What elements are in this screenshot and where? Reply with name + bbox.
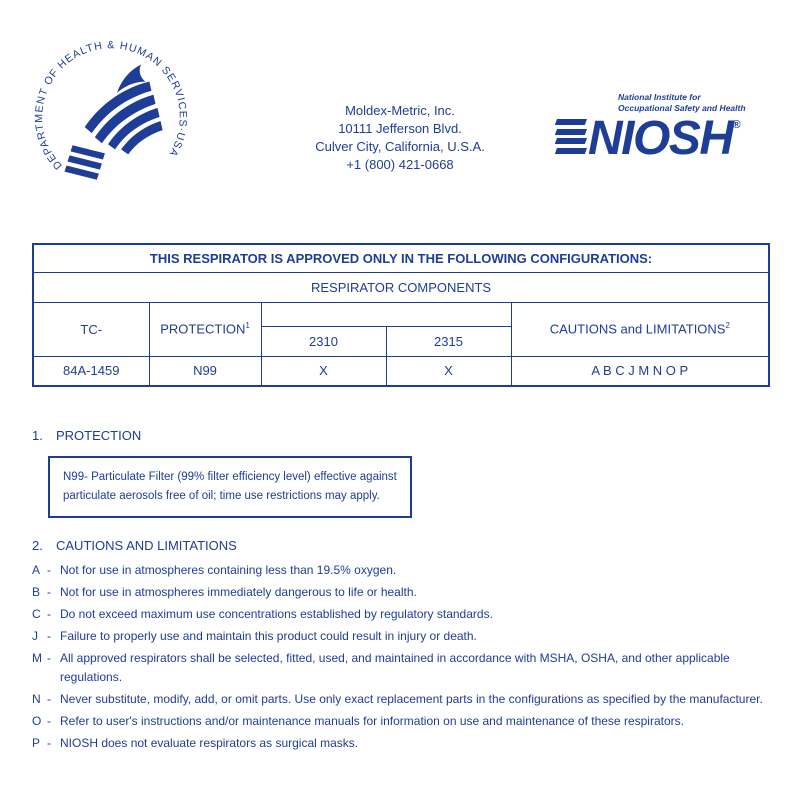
caution-text: Never substitute, modify, add, or omit parts. Use only exact replacement parts in the configurations as specified by the manufacturer. — [60, 692, 763, 706]
col-header-model-2310: 2310 — [261, 326, 386, 356]
protection-footnote-ref: 1 — [245, 321, 250, 331]
address-line: 10111 Jefferson Blvd. — [338, 121, 462, 136]
table-row — [33, 356, 769, 386]
list-item — [32, 690, 784, 709]
protection-section-heading — [32, 428, 141, 443]
caution-code: C — [32, 607, 41, 621]
list-item — [32, 712, 784, 731]
protection-text-line1: N99- Particulate Filter (99% filter efficiency level) effective against — [63, 471, 397, 483]
tc-number-cell: 84A-1459 — [33, 356, 149, 386]
caution-text: Failure to properly use and maintain this product could result in injury or death. — [60, 629, 477, 643]
caution-code: N — [32, 692, 41, 706]
col-header-cautions — [511, 302, 769, 356]
protection-description-box — [48, 456, 412, 518]
caution-text: Not for use in atmospheres containing less than 19.5% oxygen. — [60, 563, 397, 577]
section-title: PROTECTION — [56, 428, 142, 443]
approval-configurations-table — [32, 243, 770, 387]
caution-code: A — [32, 563, 41, 577]
col-header-protection — [149, 302, 261, 356]
model-2315-mark-cell: X — [386, 356, 511, 386]
caution-separator: - — [47, 585, 51, 599]
caution-code: M — [32, 651, 42, 665]
caution-code: O — [32, 714, 42, 728]
caution-text: Do not exceed maximum use concentrations established by regulatory standards. — [60, 607, 493, 621]
protection-label: PROTECTION — [160, 321, 246, 337]
cautions-list — [32, 561, 784, 756]
protection-cell: N99 — [149, 356, 261, 386]
caution-separator: - — [47, 607, 51, 621]
list-item — [32, 734, 784, 753]
niosh-wordmark: NIOSH — [588, 112, 733, 166]
caution-code: B — [32, 585, 41, 599]
models-group-cell — [261, 302, 511, 326]
model-2310-mark-cell: X — [261, 356, 386, 386]
section-title: CAUTIONS AND LIMITATIONS — [56, 538, 237, 553]
list-item — [32, 649, 784, 687]
list-item — [32, 561, 784, 580]
respirator-components-header: RESPIRATOR COMPONENTS — [33, 272, 769, 302]
caution-code: J — [32, 629, 38, 643]
address-line: +1 (800) 421-0668 — [346, 157, 454, 172]
niosh-tagline — [618, 92, 771, 113]
col-header-model-2315: 2315 — [386, 326, 511, 356]
cautions-label: CAUTIONS and LIMITATIONS — [549, 321, 726, 337]
section-number: 1. — [32, 428, 43, 443]
section-number: 2. — [32, 538, 43, 553]
niosh-stripes-icon — [556, 119, 586, 153]
address-line: Moldex-Metric, Inc. — [345, 103, 455, 118]
caution-text: Refer to user's instructions and/or maintenance manuals for information on use and maintenance of these respirators. — [60, 714, 684, 728]
list-item — [32, 583, 784, 602]
cautions-section-heading — [32, 538, 237, 553]
registered-trademark-symbol: ® — [732, 119, 741, 132]
table-title: THIS RESPIRATOR IS APPROVED ONLY IN THE FOLLOWING CONFIGURATIONS: — [33, 244, 769, 272]
caution-separator: - — [47, 692, 51, 706]
caution-text: Not for use in atmospheres immediately dangerous to life or health. — [60, 585, 417, 599]
caution-separator: - — [47, 563, 51, 577]
caution-text: All approved respirators shall be selected, fitted, used, and maintained in accordance with MSHA, OSHA, and other applicable regulations. — [60, 651, 730, 684]
niosh-logo — [556, 92, 771, 166]
cautions-codes-cell: A B C J M N O P — [511, 356, 769, 386]
caution-separator: - — [47, 629, 51, 643]
caution-code: P — [32, 736, 41, 750]
protection-text-line2: particulate aerosols free of oil; time use restrictions may apply. — [63, 490, 380, 502]
cautions-footnote-ref: 2 — [725, 321, 730, 331]
hhs-ring-textpath: DEPARTMENT OF HEALTH & HUMAN SERVICES·USA — [33, 39, 189, 172]
caution-separator: - — [47, 736, 51, 750]
caution-text: NIOSH does not evaluate respirators as surgical masks. — [60, 736, 359, 750]
niosh-tagline-line2: Occupational Safety and Health — [618, 102, 746, 113]
col-header-tc: TC- — [33, 302, 149, 356]
niosh-tagline-line1: National Institute for — [618, 92, 701, 102]
list-item — [32, 627, 784, 646]
caution-separator: - — [47, 714, 51, 728]
address-line: Culver City, California, U.S.A. — [315, 139, 485, 154]
caution-separator: - — [47, 651, 51, 665]
list-item — [32, 605, 784, 624]
